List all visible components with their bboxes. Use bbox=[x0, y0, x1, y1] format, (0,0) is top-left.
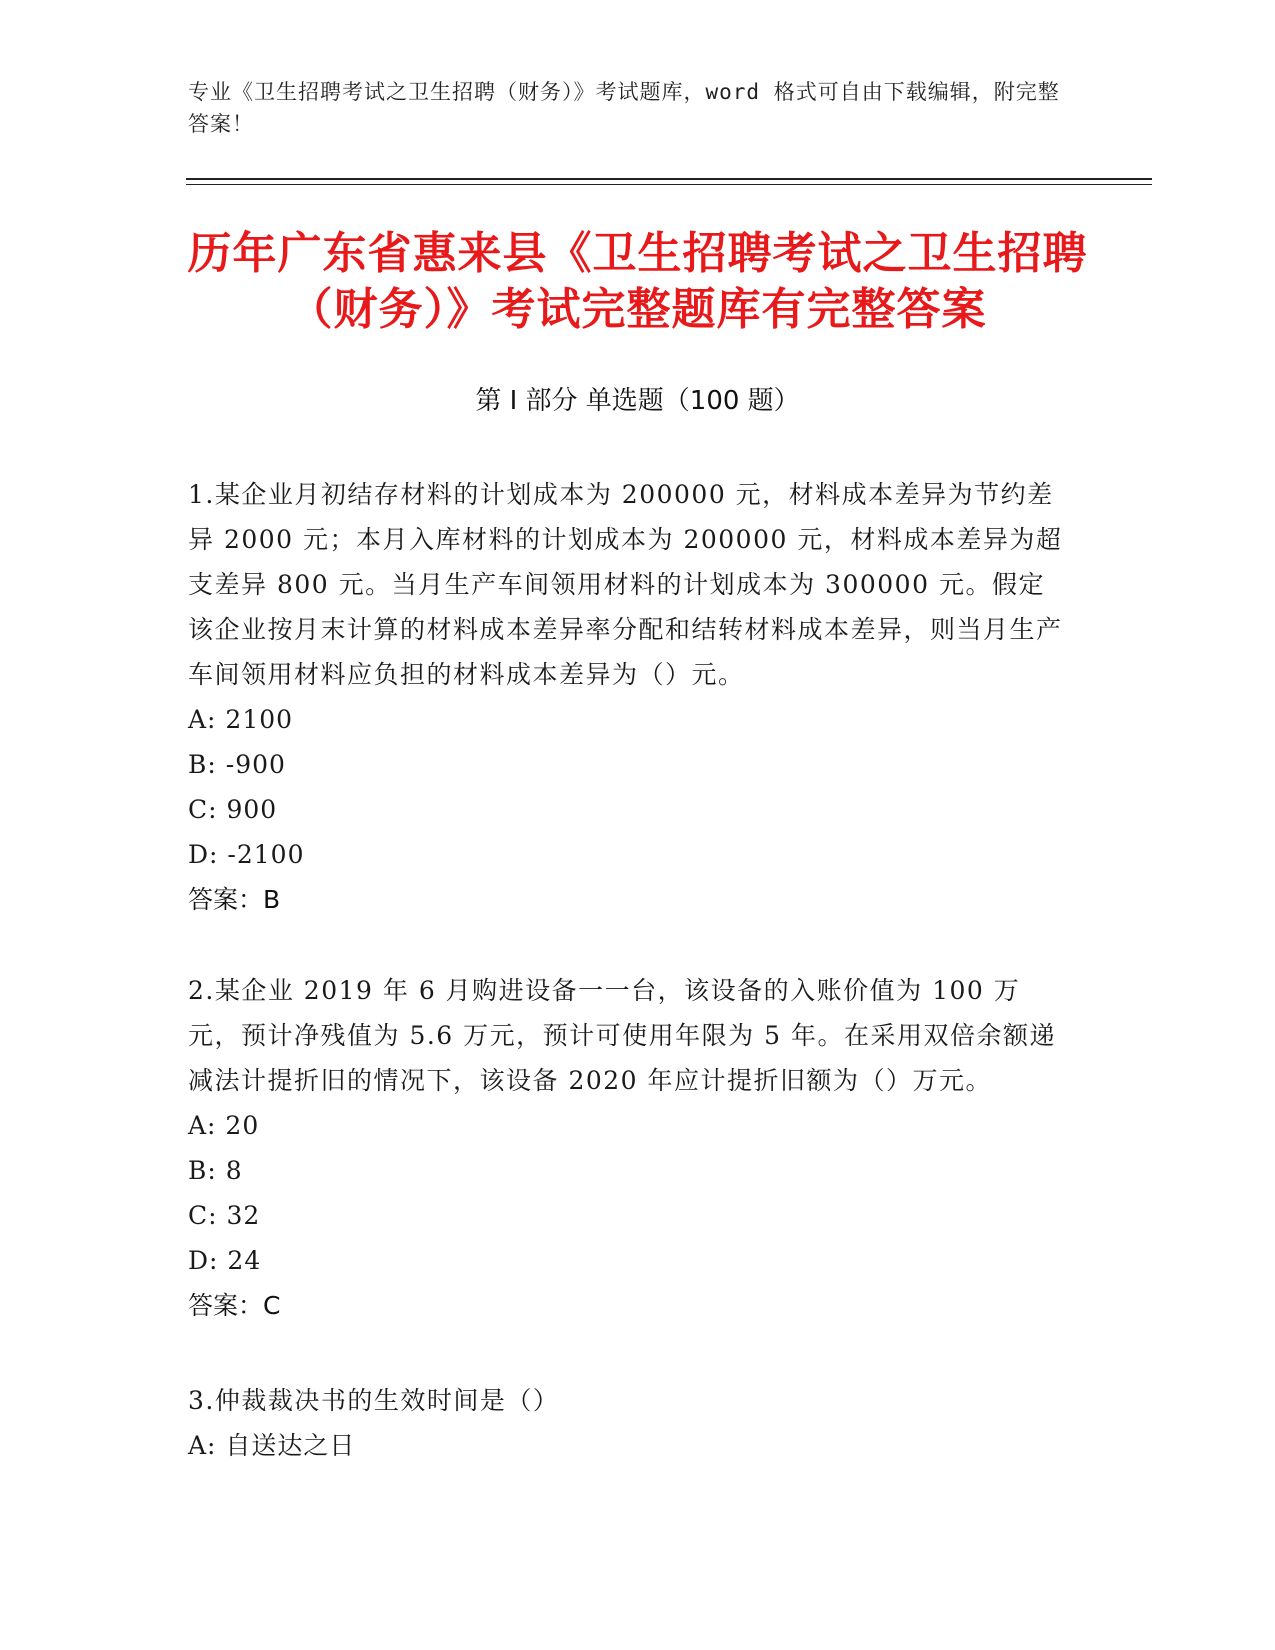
option-d: D: -2100 bbox=[188, 840, 305, 869]
answer: 答案：C bbox=[188, 1291, 281, 1320]
question-stem: 1.某企业月初结存材料的计划成本为 200000 元，材料成本差异为节约差异 2000 元；本月入库材料的计划成本为 200000 元，材料成本差异为超支差异 800 元。当月生产车间领用材料的计划成本为 300000 元。假定该企业按月末计算的材料成本差异率分配和结转材料成本差异，则当月生产车间领用材料应负担的材料成本差异为（）元。 bbox=[188, 480, 1063, 689]
question-2 bbox=[188, 968, 1068, 1328]
question-1 bbox=[188, 472, 1068, 922]
question-stem: 2.某企业 2019 年 6 月购进设备一一台，该设备的入账价值为 100 万元，预计净残值为 5.6 万元，预计可使用年限为 5 年。在采用双倍余额递减法计提折旧的情况下，该设备 2020 年应计提折旧额为（）万元。 bbox=[188, 976, 1056, 1095]
option-c: C: 32 bbox=[188, 1201, 261, 1230]
header-divider-thin bbox=[186, 184, 1152, 185]
document-title: 历年广东省惠来县《卫生招聘考试之卫生招聘（财务）》考试完整题库有完整答案 bbox=[187, 228, 1088, 335]
option-b: B: -900 bbox=[188, 750, 286, 779]
option-b: B: 8 bbox=[188, 1156, 243, 1185]
question-3 bbox=[188, 1378, 1068, 1468]
header-note: 专业《卫生招聘考试之卫生招聘（财务）》考试题库，word 格式可自由下载编辑，附完整答案！ bbox=[188, 80, 1060, 136]
option-a: A: 2100 bbox=[188, 705, 294, 734]
question-stem: 3.仲裁裁决书的生效时间是（） bbox=[188, 1386, 560, 1415]
option-d: D: 24 bbox=[188, 1246, 262, 1275]
option-a: A: 自送达之日 bbox=[188, 1431, 356, 1460]
option-c: C: 900 bbox=[188, 795, 278, 824]
header-divider-thick bbox=[186, 178, 1152, 180]
section-title: 第 I 部分 单选题（100 题） bbox=[475, 386, 800, 416]
option-a: A: 20 bbox=[188, 1111, 260, 1140]
answer: 答案：B bbox=[188, 885, 281, 914]
